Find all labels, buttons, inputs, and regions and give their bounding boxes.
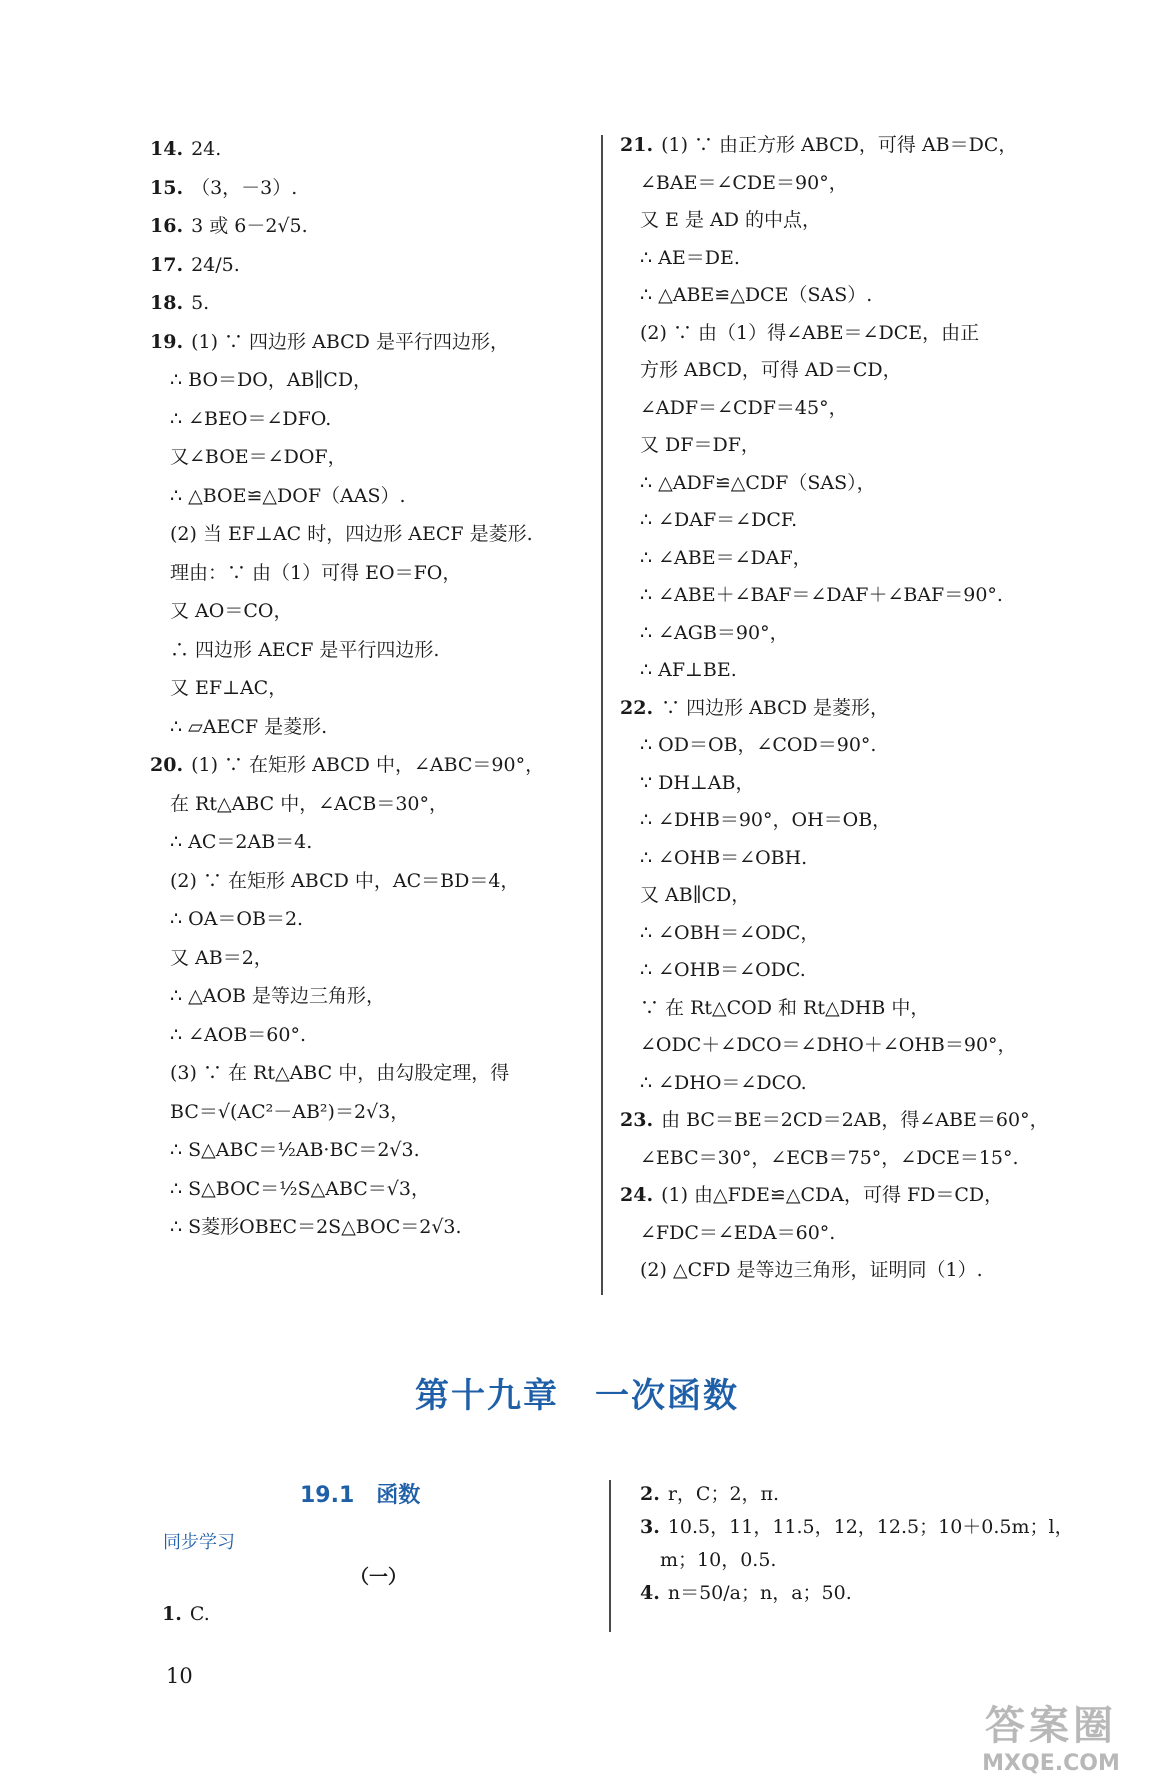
answer-text: ∴ ∠DHB＝90°，OH＝OB， xyxy=(640,809,892,831)
question-number: 14. xyxy=(150,138,184,160)
answer-text: ∴ ▱AECF 是菱形. xyxy=(170,715,328,738)
answer-text: m；10，0.5. xyxy=(660,1549,777,1571)
answer-line xyxy=(640,394,848,422)
answer-text: 10.5，11，11.5，12，12.5；10＋0.5m；l， xyxy=(667,1516,1074,1538)
answer-line xyxy=(640,506,797,534)
answer-text: C. xyxy=(189,1603,210,1625)
answer-line xyxy=(640,619,789,647)
answer-text: ∠ODC＋∠DCO＝∠DHO＋∠OHB＝90°， xyxy=(640,1034,1017,1056)
answer-line xyxy=(640,1513,1074,1541)
answer-text: ∵ 四边形 ABCD 是菱形， xyxy=(661,696,889,719)
sub-label: 同步学习 xyxy=(163,1532,235,1553)
answer-line xyxy=(640,1069,807,1097)
answer-line xyxy=(170,366,372,394)
answer-line xyxy=(170,636,439,664)
answer-line xyxy=(640,769,754,797)
answer-line xyxy=(170,597,292,625)
question-number: 1. xyxy=(162,1603,182,1625)
answer-line xyxy=(170,559,461,587)
answer-text: ∴ S△ABC＝½AB·BC＝2√3. xyxy=(170,1139,420,1161)
answer-line xyxy=(640,1144,1019,1172)
answer-line xyxy=(162,1600,210,1628)
answer-text: ∴ S菱形OBEC＝2S△BOC＝2√3. xyxy=(170,1216,462,1238)
question-number: 2. xyxy=(640,1483,660,1505)
answer-line xyxy=(640,469,876,497)
answer-text: 又 AB∥CD， xyxy=(640,884,751,906)
answer-line xyxy=(620,1106,1049,1134)
chapter-title: 第十九章 一次函数 xyxy=(415,1376,739,1416)
answer-line xyxy=(640,581,1003,609)
answer-line xyxy=(640,844,807,872)
question-number: 23. xyxy=(620,1109,654,1131)
answer-line xyxy=(150,135,221,163)
answer-line xyxy=(640,244,740,272)
answer-text: ∴ ∠ABE＝∠DAF， xyxy=(640,546,812,569)
answer-text: 理由：∵ 由（1）可得 EO＝FO， xyxy=(170,561,462,584)
answer-line xyxy=(620,694,889,722)
answer-text: ∴ △BOE≌△DOF（AAS）. xyxy=(170,484,406,507)
answer-line xyxy=(150,289,209,317)
answer-line xyxy=(640,319,979,347)
answer-text: ∴ AE＝DE. xyxy=(640,246,740,269)
answer-text: 又 DF＝DF， xyxy=(640,434,760,456)
answer-text: (1) ∵ 四边形 ABCD 是平行四边形， xyxy=(191,330,509,353)
answer-line xyxy=(640,731,876,759)
answer-text: ∴ 四边形 AECF 是平行四边形. xyxy=(170,638,440,661)
answer-line xyxy=(170,405,331,433)
answer-line xyxy=(150,212,308,240)
watermark-logo xyxy=(956,1702,1146,1786)
answer-text: ∠BAE＝∠CDE＝90°， xyxy=(640,171,848,194)
answer-text: ∴ BO＝DO，AB∥CD， xyxy=(170,369,373,391)
answer-line xyxy=(640,1031,1017,1059)
answer-line xyxy=(170,674,287,702)
answer-text: ∴ △ADF≌△CDF（SAS）， xyxy=(640,471,876,494)
answer-text: (1) 由△FDE≌△CDA，可得 FD＝CD， xyxy=(661,1184,1004,1206)
answer-text: (2) ∵ 在矩形 ABCD 中，AC＝BD＝4， xyxy=(170,869,520,892)
answer-line xyxy=(640,1219,835,1247)
question-number: 21. xyxy=(620,134,654,156)
answer-line xyxy=(170,1021,306,1049)
question-number: 16. xyxy=(150,215,184,237)
answer-text: （3，－3）. xyxy=(191,176,298,199)
answer-text: ∴ ∠BEO＝∠DFO. xyxy=(170,407,332,430)
answer-text: ∴ ∠DAF＝∠DCF. xyxy=(640,509,798,531)
question-number: 19. xyxy=(150,330,184,353)
answer-line xyxy=(620,131,1017,159)
watermark-line2: MXQE.COM xyxy=(982,1751,1120,1776)
answer-line xyxy=(170,1059,509,1087)
answer-line xyxy=(170,1136,420,1164)
answer-line xyxy=(640,919,819,947)
answer-text: 又 AB＝2， xyxy=(170,946,273,969)
answer-text: n＝50/a；n，a；50. xyxy=(667,1582,852,1604)
answer-line xyxy=(620,1181,1003,1209)
answer-text: ∠EBC＝30°，∠ECB＝75°，∠DCE＝15°. xyxy=(640,1146,1019,1169)
answer-line xyxy=(170,713,327,741)
answer-text: ∴ ∠OBH＝∠ODC， xyxy=(640,921,820,944)
answer-line xyxy=(640,806,891,834)
question-number: 18. xyxy=(150,292,184,314)
answer-line xyxy=(170,1213,462,1241)
answer-line xyxy=(170,982,385,1010)
answer-text: 5. xyxy=(191,292,210,314)
answer-text: ∴ △ABE≌△DCE（SAS）. xyxy=(640,284,873,306)
answer-text: 在 Rt△ABC 中，∠ACB＝30°， xyxy=(170,792,449,815)
question-number: 3. xyxy=(640,1516,660,1538)
answer-line xyxy=(170,790,448,818)
section-title: 19.1 函数 xyxy=(300,1483,421,1508)
answer-text: ∴ ∠OHB＝∠OBH. xyxy=(640,846,808,869)
answer-line xyxy=(640,356,902,384)
answer-text: ∴ OA＝OB＝2. xyxy=(170,908,304,930)
answer-line xyxy=(640,956,806,984)
answer-text: 3 或 6－2√5. xyxy=(191,215,308,237)
answer-text: ∴ ∠ABE＋∠BAF＝∠DAF＋∠BAF＝90°. xyxy=(640,584,1003,606)
answer-line xyxy=(170,828,312,856)
answer-text: ∴ ∠AOB＝60°. xyxy=(170,1023,307,1046)
answer-text: (2) 当 EF⊥AC 时，四边形 AECF 是菱形. xyxy=(170,523,533,545)
answer-line xyxy=(170,520,533,548)
answer-text: ∴ S△BOC＝½S△ABC＝√3， xyxy=(170,1177,430,1200)
watermark-line1: 答案圈 xyxy=(985,1703,1117,1749)
answer-text: ∴ △AOB 是等边三角形， xyxy=(170,985,386,1007)
answer-text: (1) ∵ 在矩形 ABCD 中，∠ABC＝90°， xyxy=(191,754,545,776)
answer-line xyxy=(170,443,347,471)
answer-line xyxy=(170,944,273,972)
answer-text: (3) ∵ 在 Rt△ABC 中，由勾股定理，得 xyxy=(170,1062,510,1084)
answer-text: ∵ DH⊥AB， xyxy=(640,771,755,794)
answer-text: 又 EF⊥AC， xyxy=(170,677,288,699)
answer-text: ∴ ∠OHB＝∠ODC. xyxy=(640,959,806,981)
sub-part: （一） xyxy=(350,1566,408,1588)
answer-text: 由 BC＝BE＝2CD＝2AB，得∠ABE＝60°， xyxy=(661,1109,1049,1131)
answer-line xyxy=(640,169,848,197)
answer-text: 又∠BOE＝∠DOF， xyxy=(170,446,347,468)
answer-line xyxy=(170,905,303,933)
answer-line xyxy=(170,1175,430,1203)
question-number: 15. xyxy=(150,176,184,199)
answer-line xyxy=(170,482,406,510)
answer-text: (2) ∵ 由（1）得∠ABE＝∠DCE，由正 xyxy=(640,321,980,344)
answer-text: (1) ∵ 由正方形 ABCD，可得 AB＝DC， xyxy=(661,134,1018,156)
answer-line xyxy=(640,656,737,684)
column-divider-top xyxy=(601,135,603,1295)
answer-text: 24/5. xyxy=(191,253,240,276)
answer-text: ∠FDC＝∠EDA＝60°. xyxy=(640,1221,836,1244)
answer-text: BC＝√(AC²－AB²)＝2√3， xyxy=(170,1100,410,1123)
page-number: 10 xyxy=(166,1664,193,1688)
question-number: 4. xyxy=(640,1582,660,1604)
question-number: 20. xyxy=(150,754,184,776)
question-number: 17. xyxy=(150,253,184,276)
answer-text: 24. xyxy=(191,138,222,160)
answer-text: (2) △CFD 是等边三角形，证明同（1）. xyxy=(640,1259,983,1281)
answer-line xyxy=(150,251,240,279)
answer-text: ∴ ∠DHO＝∠DCO. xyxy=(640,1071,807,1094)
answer-line xyxy=(150,751,544,779)
answer-line xyxy=(640,431,760,459)
answer-text: ∠ADF＝∠CDF＝45°， xyxy=(640,396,848,419)
answer-line xyxy=(640,1256,983,1284)
answer-line xyxy=(640,281,872,309)
column-divider-bottom xyxy=(609,1480,611,1632)
answer-text: ∴ OD＝OB，∠COD＝90°. xyxy=(640,734,877,756)
answer-text: r，C；2，π. xyxy=(667,1483,780,1505)
answer-text: ∴ ∠AGB＝90°， xyxy=(640,621,789,644)
answer-line xyxy=(640,544,812,572)
answer-text: 又 AO＝CO， xyxy=(170,600,293,622)
answer-text: ∵ 在 Rt△COD 和 Rt△DHB 中， xyxy=(640,996,930,1019)
answer-line xyxy=(660,1546,776,1574)
answer-line xyxy=(640,994,929,1022)
answer-line xyxy=(150,174,297,202)
answer-line xyxy=(640,881,750,909)
answer-line xyxy=(640,1579,852,1607)
answer-line xyxy=(170,867,519,895)
answer-text: 方形 ABCD，可得 AD＝CD， xyxy=(640,359,902,381)
answer-line xyxy=(640,206,821,234)
answer-text: 又 E 是 AD 的中点， xyxy=(640,209,821,231)
question-number: 24. xyxy=(620,1184,654,1206)
question-number: 22. xyxy=(620,696,654,719)
answer-line xyxy=(640,1480,779,1508)
answer-text: ∴ AF⊥BE. xyxy=(640,659,737,681)
answer-text: ∴ AC＝2AB＝4. xyxy=(170,831,313,853)
answer-line xyxy=(150,328,509,356)
answer-line xyxy=(170,1098,409,1126)
